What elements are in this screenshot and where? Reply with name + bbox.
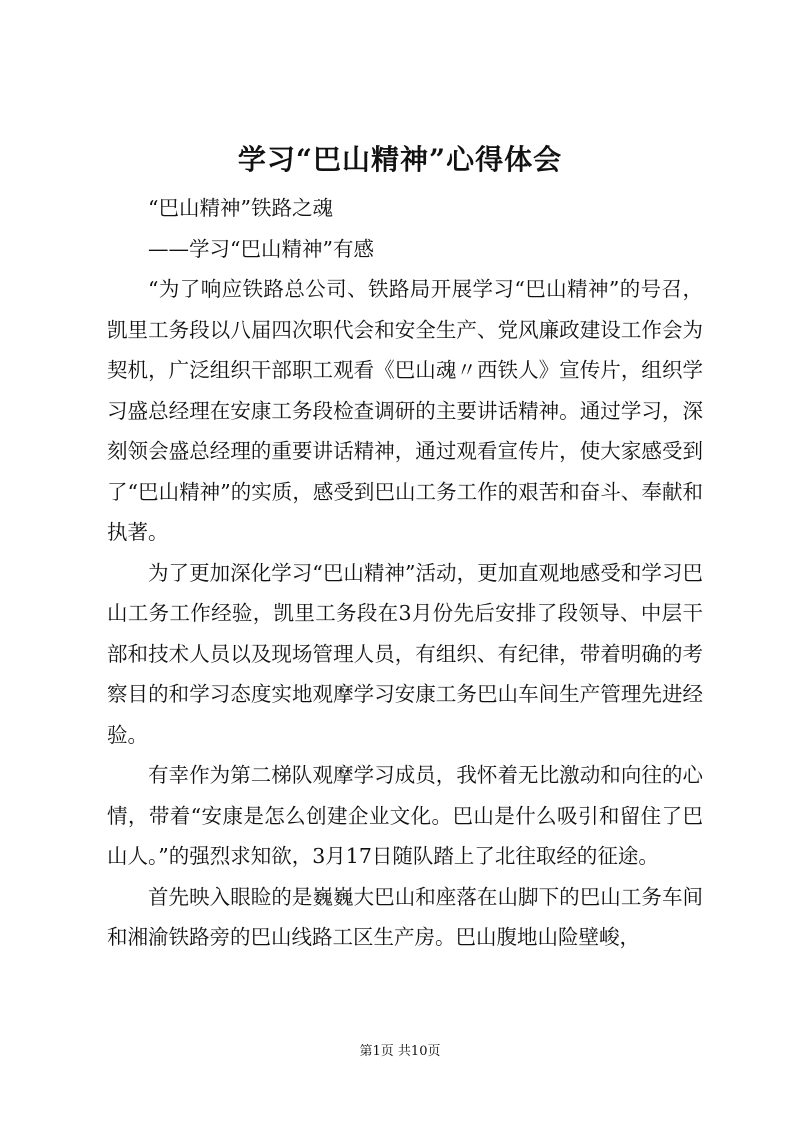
body-paragraph: 为了更加深化学习“巴山精神”活动，更加直观地感受和学习巴山工务工作经验，凯里工务段在3月份先后安排了段领导、中层干部和技术人员以及现场管理人员，有组织、有纪律，带着明确的考察目的和学习态度实地观摩学习安康工务巴山车间生产管理先进经验。 [107, 560, 703, 747]
body-paragraph: “为了响应铁路总公司、铁路局开展学习“巴山精神”的号召，凯里工务段以八届四次职代会和安全生产、党风廉政建设工作会为契机，广泛组织干部职工观看《巴山魂〃西铁人》宣传片，组织学习盛总经理在安康工务段检查调研的主要讲话精神。通过学习，深刻领会盛总经理的重要讲话精神，通过观看宣传片，使大家感受到了“巴山精神”的实质，感受到巴山工务工作的艰苦和奋斗、奉献和执著。 [107, 277, 703, 544]
body-paragraph: 首先映入眼睑的是巍巍大巴山和座落在山脚下的巴山工务车间和湘渝铁路旁的巴山线路工区生产房。巴山腹地山险壁峻， [107, 884, 703, 949]
document-title: 学习“巴山精神”心得体会 [237, 143, 563, 176]
body-paragraph: 有幸作为第二梯队观摩学习成员，我怀着无比激动和向往的心情，带着“安康是怎么创建企业文化。巴山是什么吸引和留住了巴山人。”的强烈求知欲，3月17日随队踏上了北往取经的征途。 [107, 763, 703, 868]
subtitle-line: “巴山精神”铁路之魂 [148, 196, 333, 220]
document-body [107, 188, 703, 958]
page-number-footer: 第1页 共10页 [359, 1044, 441, 1059]
subtitle-line: ——学习“巴山精神”有感 [148, 236, 374, 261]
